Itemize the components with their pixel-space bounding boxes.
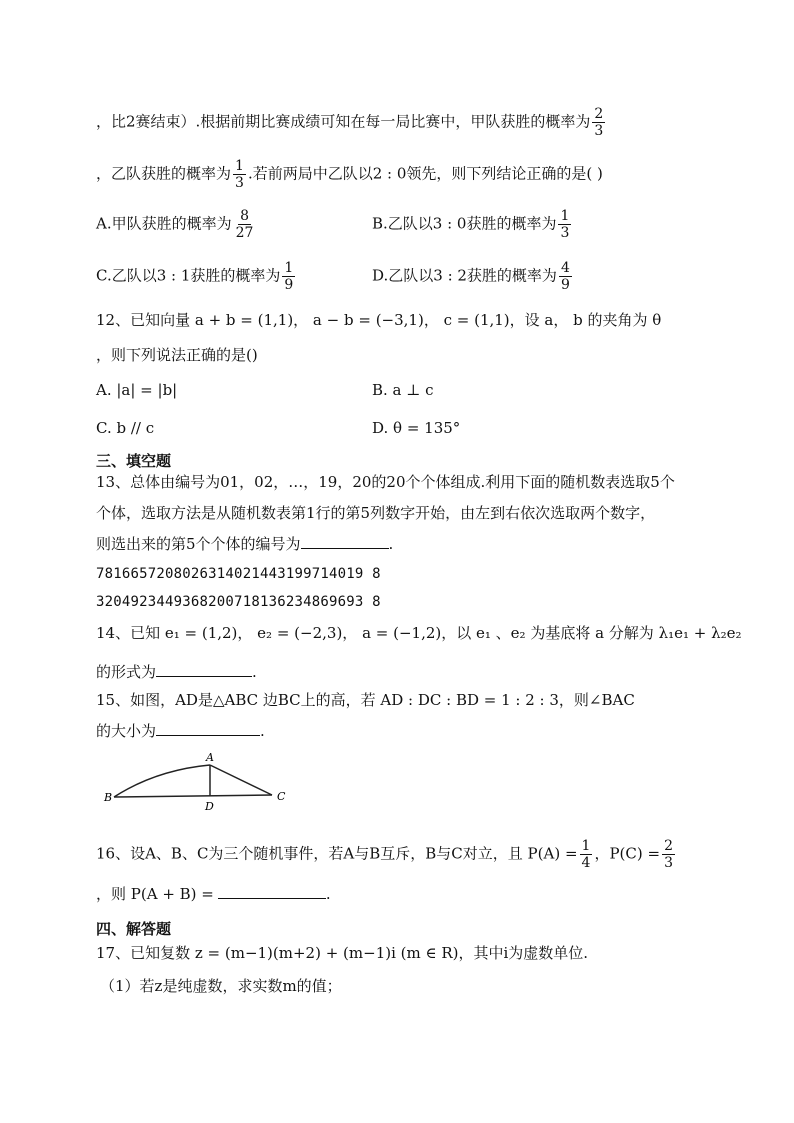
q12-line1: 12、已知向量 a + b = (1,1)， a − b = (−3,1)， c = (1,1)，设 a， b 的夹角为 θ bbox=[96, 311, 662, 329]
q14-line2-text: 的形式为 bbox=[96, 663, 157, 681]
fraction-numerator: 1 bbox=[235, 158, 244, 174]
random-table-row-1: 7816657208026314021443199714019 8 bbox=[96, 566, 381, 582]
q11-line1 bbox=[96, 106, 607, 139]
q11-line2-pre: ，乙队获胜的概率为 bbox=[96, 164, 232, 183]
q16-line1-text: 16、设A、B、C为三个随机事件，若A与B互斥，B与C对立，且 P(A) = bbox=[96, 844, 578, 863]
triangle-figure bbox=[96, 750, 306, 820]
q11-line2 bbox=[96, 158, 603, 191]
period: . bbox=[252, 663, 257, 681]
random-table-row-2: 3204923449368200718136234869693 8 bbox=[96, 594, 381, 610]
fraction-numerator: 2 bbox=[664, 838, 673, 854]
option-text: D.乙队以3 : 2获胜的概率为 bbox=[372, 266, 557, 285]
q16-fraction-1 bbox=[580, 838, 593, 871]
fraction-denominator: 3 bbox=[594, 123, 604, 139]
q11-line2-post: .若前两局中乙队以2 : 0领先，则下列结论正确的是( ) bbox=[247, 164, 603, 183]
fraction-denominator: 3 bbox=[664, 855, 673, 871]
q15-line2 bbox=[96, 721, 265, 741]
section-heading-solve: 四、解答题 bbox=[96, 920, 172, 938]
q11-option-d bbox=[372, 260, 574, 293]
section-heading-fill-in: 三、填空题 bbox=[96, 452, 172, 470]
fraction-numerator: 2 bbox=[594, 106, 604, 122]
q16-line2 bbox=[96, 884, 331, 904]
answer-blank[interactable] bbox=[301, 534, 389, 549]
option-fraction bbox=[558, 208, 571, 241]
option-fraction bbox=[234, 208, 256, 241]
fraction-denominator: 9 bbox=[284, 277, 294, 293]
fraction-denominator: 9 bbox=[560, 277, 570, 293]
answer-blank[interactable] bbox=[218, 884, 326, 899]
fraction-denominator: 4 bbox=[581, 855, 591, 871]
q17-line1: 17、已知复数 z = (m−1)(m+2) + (m−1)i (m ∈ R)，其中i为虚数单位. bbox=[96, 944, 589, 962]
q12-line2: ，则下列说法正确的是() bbox=[96, 346, 258, 364]
label-c: C bbox=[277, 790, 286, 803]
fraction-numerator: 4 bbox=[560, 260, 570, 276]
option-fraction bbox=[282, 260, 295, 293]
option-text: C.乙队以3 : 1获胜的概率为 bbox=[96, 266, 281, 285]
answer-blank[interactable] bbox=[156, 662, 252, 677]
q11-option-c bbox=[96, 260, 297, 293]
q11-line1-text: ，比2赛结束）.根据前期比赛成绩可知在每一局比赛中，甲队获胜的概率为 bbox=[96, 112, 591, 131]
q13-line3 bbox=[96, 534, 393, 554]
q13-line2: 个体，选取方法是从随机数表第1行的第5列数字开始，由左到右依次选取两个数字， bbox=[96, 504, 656, 522]
q12-option-d: D. θ = 135° bbox=[372, 419, 461, 437]
period: . bbox=[260, 722, 265, 740]
side-ab bbox=[114, 765, 210, 797]
q14-line1: 14、已知 e₁ = (1,2)， e₂ = (−2,3)， a = (−1,2)，以 e₁ 、e₂ 为基底将 a 分解为 λ₁e₁ + λ₂e₂ bbox=[96, 624, 742, 642]
fraction-numerator: 8 bbox=[240, 208, 249, 224]
label-d: D bbox=[205, 800, 214, 813]
q11-line2-fraction bbox=[233, 158, 246, 191]
option-text: A.甲队获胜的概率为 bbox=[96, 214, 232, 233]
q17-sub1: （1）若z是纯虚数，求实数m的值； bbox=[100, 977, 342, 995]
q11-option-b bbox=[372, 208, 573, 241]
option-fraction bbox=[559, 260, 572, 293]
side-ac bbox=[210, 765, 272, 795]
period: . bbox=[325, 885, 331, 903]
q15-line1: 15、如图，AD是△ABC 边BC上的高，若 AD : DC : BD = 1 : 2 : 3，则∠BAC bbox=[96, 691, 635, 709]
fraction-numerator: 1 bbox=[581, 838, 591, 854]
option-text: B.乙队以3 : 0获胜的概率为 bbox=[372, 214, 557, 233]
label-b: B bbox=[104, 791, 113, 804]
q14-line2 bbox=[96, 662, 257, 682]
q13-line3-text: 则选出来的第5个个体的编号为 bbox=[96, 535, 301, 553]
q15-line2-text: 的大小为 bbox=[96, 722, 157, 740]
fraction-numerator: 1 bbox=[560, 208, 570, 224]
q16-mid-text: ，P(C) = bbox=[594, 844, 661, 863]
q16-line2-text: ，则 P(A + B) = bbox=[96, 885, 214, 903]
q12-option-c: C. b // c bbox=[96, 419, 155, 437]
answer-blank[interactable] bbox=[156, 721, 260, 736]
fraction-denominator: 3 bbox=[560, 225, 570, 241]
q11-option-a bbox=[96, 208, 257, 241]
q16-fraction-2 bbox=[662, 838, 675, 871]
q16-line1 bbox=[96, 838, 677, 871]
period: . bbox=[388, 535, 394, 553]
q12-option-b: B. a ⊥ c bbox=[372, 381, 434, 399]
fraction-denominator: 27 bbox=[235, 225, 254, 241]
fraction-denominator: 3 bbox=[235, 175, 244, 191]
fraction-numerator: 1 bbox=[284, 260, 294, 276]
label-a: A bbox=[206, 751, 214, 764]
q11-line1-fraction bbox=[592, 106, 605, 139]
q12-option-a: A. |a| = |b| bbox=[96, 381, 178, 399]
side-bc bbox=[114, 795, 272, 797]
q13-line1: 13、总体由编号为01，02，…，19，20的20个个体组成.利用下面的随机数表选取5个 bbox=[96, 473, 675, 491]
